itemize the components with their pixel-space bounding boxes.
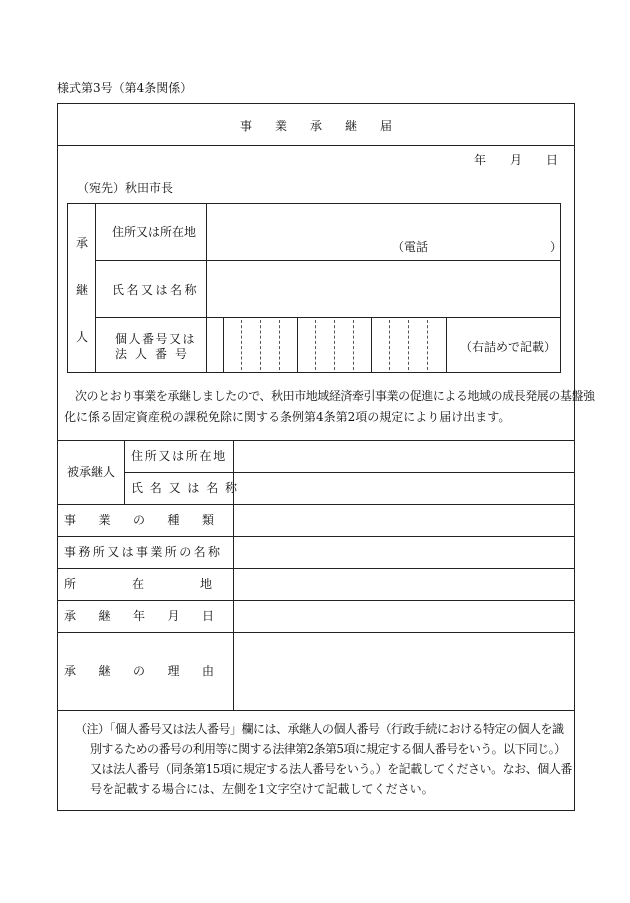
- office-name-input[interactable]: [234, 537, 574, 567]
- date-day-label: 日: [545, 153, 558, 167]
- location-input[interactable]: [234, 569, 574, 599]
- note-line4: 号を記載する場合には、左側を1文字空けて記載してください。: [90, 782, 434, 796]
- predecessor-address-label: 住所又は所在地: [131, 449, 227, 463]
- addressee: （宛先）秋田市長: [77, 181, 174, 195]
- successor-label-char: 人: [76, 330, 89, 344]
- body-text-line1: 次のとおり事業を承継しましたので、秋田市地域経済牽引事業の促進による地域の成長発展の基盤強: [75, 389, 595, 403]
- succession-reason-input[interactable]: [234, 633, 574, 709]
- successor-name-label: 氏名又は名称: [112, 283, 200, 297]
- note-line3: 又は法人番号（同条第15項に規定する法人番号をいう。）を記載してください。なお、個人番: [90, 762, 572, 776]
- business-type-input[interactable]: [234, 505, 574, 535]
- successor-name-input[interactable]: [207, 261, 560, 316]
- form-number: 様式第3号（第4条関係）: [57, 81, 193, 95]
- successor-address-label: 住所又は所在地: [112, 225, 197, 239]
- phone-close: ）: [550, 240, 563, 254]
- title-divider: [57, 145, 575, 146]
- date-month-label: 月: [509, 153, 522, 167]
- id-label-line2-text: 法人番号: [115, 347, 196, 361]
- date-year-label: 年: [474, 153, 487, 167]
- successor-label-char: 承: [76, 236, 89, 250]
- note-line2: 別するための番号の利用等に関する法律第2条第5項に規定する個人番号をいう。以下同じ。）: [90, 742, 566, 756]
- title-char: 届: [379, 119, 392, 133]
- successor-label-char: 継: [76, 283, 89, 297]
- title-char: 継: [344, 119, 357, 133]
- date-field[interactable]: [474, 153, 558, 167]
- form-title: [240, 119, 392, 133]
- succession-date-input[interactable]: [234, 601, 574, 631]
- body-text-line2: 化に係る固定資産税の課税免除に関する条例第4条第2項の規定により届け出ます。: [64, 410, 511, 424]
- title-char: 事: [240, 119, 253, 133]
- predecessor-name-input[interactable]: [234, 473, 574, 503]
- office-name-label: 事務所又は事業所の名称: [64, 545, 223, 559]
- succession-reason-label: 承継の理由: [64, 664, 237, 678]
- predecessor-name-label: 氏名又は名称: [131, 481, 244, 495]
- predecessor-address-input[interactable]: [234, 441, 574, 471]
- id-label-line1: 個人番号又は: [115, 332, 197, 346]
- title-char: 業: [274, 119, 287, 133]
- business-type-label: 事業の種類: [64, 513, 237, 527]
- id-note: （右詰めで記載）: [460, 340, 557, 354]
- predecessor-label: 被承継人: [67, 465, 116, 479]
- note-line1: （注）「個人番号又は法人番号」欄には、承継人の個人番号（行政手続における特定の個人を識: [75, 722, 564, 736]
- successor-address-input[interactable]: [207, 204, 563, 259]
- location-label: 所在地: [64, 577, 269, 591]
- succession-date-label: 承継年月日: [64, 609, 237, 623]
- phone-label: （電話: [392, 240, 429, 254]
- id-label-line2: [115, 347, 196, 361]
- title-char: 承: [309, 119, 322, 133]
- id-number-input[interactable]: [207, 318, 446, 372]
